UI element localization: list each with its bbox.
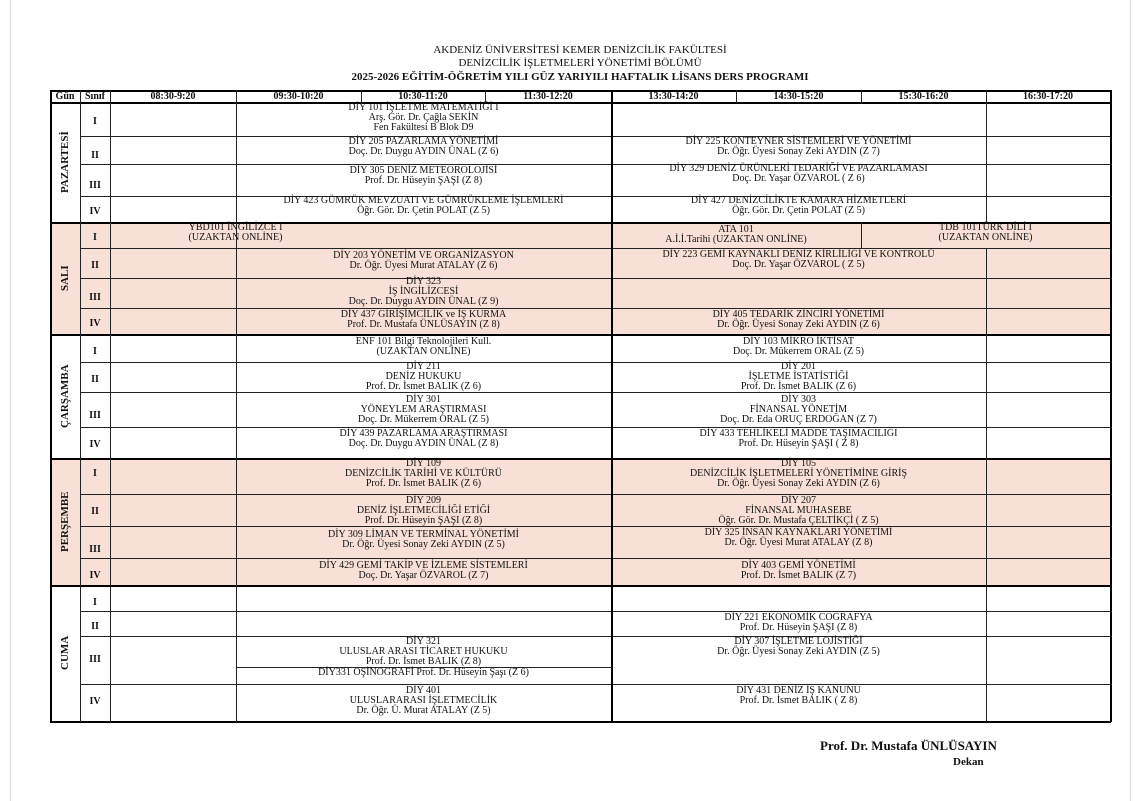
course-diy201: DİY 201 İŞLETME İSTATİSTİĞİ Prof. Dr. İsmet BALIK (Z 6) [740, 361, 857, 392]
class-label-5-2: II [91, 621, 99, 632]
course-diy101: DİY 101 İŞLETME MATEMATİĞİ I Arş. Gör. Dr. Çağla SEKİN Fen Fakültesi B Blok D9 [348, 102, 499, 133]
class-label-2-2: II [91, 260, 99, 271]
university-title: AKDENİZ ÜNİVERSİTESİ KEMER DENİZCİLİK FAKÜLTESİ [433, 44, 727, 56]
class-label-3-4: IV [89, 439, 101, 450]
class-label-4-3: III [89, 544, 101, 555]
program-title: 2025-2026 EĞİTİM-ÖĞRETİM YILI GÜZ YARIYILI HAFTALIK LİSANS DERS PROGRAMI [351, 71, 809, 83]
table-bottom-line [50, 721, 1111, 723]
class-label-5-4: IV [89, 696, 101, 707]
day-label-2: SALI [59, 265, 71, 291]
course-diy321: DİY 321 ULUSLAR ARASI TİCARET HUKUKU Prof. Dr. İsmet BALIK (Z 8) [339, 636, 508, 667]
day-label-1: PAZARTESİ [59, 131, 71, 193]
course-diy439: DİY 439 PAZARLAMA ARAŞTIRMASI Doç. Dr. Duygu AYDIN ÜNAL (Z 8) [339, 428, 508, 449]
class-label-3-2: II [91, 374, 99, 385]
row-line-9 [80, 494, 1111, 495]
course-diy307: DİY 307 İŞLETME LOJİSTİĞİ Dr. Öğr. Üyesi Sonay Zeki AYDIN (Z 5) [717, 636, 880, 657]
slot-start-line [110, 90, 111, 722]
sali-col-7a [986, 248, 987, 335]
course-diy437: DİY 437 GİRİŞİMCİLİK ve İŞ KURMA Prof. Dr. Mustafa ÜNLÜSAYIN (Z 8) [340, 309, 507, 330]
course-diy103: DİY 103 MİKRO İKTİSAT Doç. Dr. Mükerrem ORAL (Z 5) [733, 336, 864, 357]
class-label-3-3: III [89, 410, 101, 421]
course-diy423: DİY 423 GÜMRÜK MEVZUATI VE GÜMRÜKLEME İŞLEMLERİ Öğr. Gör. Dr. Çetin POLAT (Z 5) [283, 195, 564, 216]
header-gun: Gün [55, 91, 75, 102]
car-col-7 [986, 334, 987, 459]
course-diy405: DİY 405 TEDARİK ZİNCİRİ YÖNETİMİ Dr. Öğr. Üyesi Sonay Zeki AYDIN (Z 6) [712, 309, 885, 330]
row-line-5 [80, 308, 1111, 309]
table-right-line [1110, 90, 1112, 722]
course-diy429: DİY 429 GEMİ TAKİP VE İZLEME SİSTEMLERİ Doç. Dr. Yaşar ÖZVAROL (Z 7) [319, 560, 528, 581]
header-slot-6: 14:30-15:20 [773, 91, 824, 102]
class-label-5-3: III [89, 654, 101, 665]
header-slot-3: 10:30-11:20 [398, 91, 448, 102]
course-diy427: DİY 427 DENİZCİLİKTE KAMARA HİZMETLERİ Öğr. Gör. Dr. Çetin POLAT (Z 5) [690, 195, 907, 216]
class-label-1-1: I [93, 116, 97, 127]
class-label-1-2: II [91, 150, 99, 161]
class-label-2-1: I [93, 232, 97, 243]
course-diy331: DİY331 OŞİNOGRAFİ Prof. Dr. Hüseyin Şaşı (Z 6) [318, 667, 529, 678]
header-sinif: Sınıf [84, 91, 105, 102]
day-label-3: ÇARŞAMBA [59, 364, 71, 428]
course-diy305: DİY 305 DENİZ METEOROLOJİSİ Prof. Dr. Hüseyin ŞAŞI (Z 8) [349, 165, 498, 186]
course-diy325: DİY 325 İNSAN KAYNAKLARI YÖNETİMİ Dr. Öğr. Üyesi Murat ATALAY (Z 8) [704, 527, 893, 548]
header-slot-1: 08:30-9:20 [150, 91, 196, 102]
header-slot-5: 13:30-14:20 [648, 91, 699, 102]
table-left-line [50, 90, 52, 722]
course-diy403: DİY 403 GEMİ YÖNETİMİ Prof. Dr. İsmet BALIK (Z 7) [740, 560, 857, 581]
course-ata101: ATA 101 A.İ.İ.Tarihi (UZAKTAN ONLİNE) [665, 224, 807, 245]
course-enf101: ENF 101 Bilgi Teknolojileri Kull. (UZAKTAN ONLİNE) [355, 336, 492, 357]
class-label-1-3: III [89, 180, 101, 191]
course-diy207: DİY 207 FİNANSAL MUHASEBE Öğr. Gör. Dr. Mustafa ÇELTİKÇİ ( Z 5) [718, 495, 879, 526]
row-line-14 [80, 684, 1111, 685]
course-diy323: DİY 323 İŞ İNGİLİZCESİ Doç. Dr. Duygu AYDIN ÜNAL (Z 9) [348, 276, 499, 307]
course-diy401: DİY 401 ULUSLARARASI İŞLETMECİLİK Dr. Öğr. Ü. Murat ATALAY (Z 5) [349, 685, 498, 716]
course-diy209: DİY 209 DENİZ İŞLETMECİLİĞİ ETİĞİ Prof. Dr. Hüseyin ŞAŞI (Z 8) [356, 495, 491, 526]
department-title: DENİZCİLİK İŞLETMELERİ YÖNETİMİ BÖLÜMÜ [458, 57, 702, 69]
class-label-2-4: IV [89, 318, 101, 329]
header-slot-7: 15:30-16:20 [898, 91, 949, 102]
class-label-4-1: I [93, 468, 97, 479]
course-diy105: DİY 105 DENİZCİLİK İŞLETMELERİ YÖNETİMİNE GİRİŞ Dr. Öğr. Üyesi Sonay Zeki AYDIN (Z 6) [689, 458, 908, 489]
class-label-1-4: IV [89, 206, 101, 217]
course-diy303: DİY 303 FİNANSAL YÖNETİM Doç. Dr. Eda ORUÇ ERDOĞAN (Z 7) [720, 394, 877, 425]
course-tdb101: TDB 101TÜRK DİLİ I (UZAKTAN ONLİNE) [938, 222, 1033, 243]
signature-title: Dekan [953, 756, 984, 768]
class-label-2-3: III [89, 292, 101, 303]
row-line-12 [80, 611, 1111, 612]
course-diy211: DİY 211 DENİZ HUKUKU Prof. Dr. İsmet BALIK (Z 6) [365, 361, 482, 392]
course-diy433: DİY 433 TEHLİKELİ MADDE TAŞIMACILIĞI Prof. Dr. Hüseyin ŞAŞI ( Z 8) [699, 428, 898, 449]
class-label-5-1: I [93, 597, 97, 608]
course-ybd101: YBD101 İNGİLİZCE I (UZAKTAN ONLİNE) [188, 222, 283, 243]
class-label-3-1: I [93, 346, 97, 357]
course-diy223: DİY 223 GEMİ KAYNAKLI DENİZ KİRLİLİĞİ VE KONTROLÜ Doç. Dr. Yaşar ÖZVAROL ( Z 5) [662, 249, 935, 270]
row-line-7 [80, 392, 1111, 393]
per-col-7 [986, 458, 987, 586]
class-label-4-2: II [91, 506, 99, 517]
header-slot-2: 09:30-10:20 [273, 91, 324, 102]
cuma-col-7 [986, 585, 987, 722]
course-diy109: DİY 109 DENİZCİLİK TARİHİ VE KÜLTÜRÜ Prof. Dr. İsmet BALIK (Z 6) [344, 458, 503, 489]
signature-name: Prof. Dr. Mustafa ÜNLÜSAYIN [820, 738, 997, 753]
row-line-10 [80, 526, 1111, 527]
pzt-col-7 [986, 102, 987, 223]
header-slot-4: 11:30-12:20 [523, 91, 573, 102]
row-line-3 [80, 248, 1111, 249]
course-diy225: DİY 225 KONTEYNER SİSTEMLERİ VE YÖNETİMİ Dr. Öğr. Üyesi Sonay Zeki AYDIN (Z 7) [685, 136, 912, 157]
row-line-11 [80, 558, 1111, 559]
course-diy329: DİY 329 DENİZ ÜRÜNLERİ TEDARİĞİ VE PAZARLAMASI Doç. Dr. Yaşar ÖZVAROL ( Z 6) [669, 163, 928, 184]
header-slot-8: 16:30-17:20 [1023, 91, 1073, 102]
day-divider-1 [50, 334, 1111, 336]
course-diy431: DİY 431 DENİZ İŞ KANUNU Prof. Dr. İsmet BALIK ( Z 8) [736, 685, 861, 706]
course-diy203: DİY 203 YÖNETİM VE ORGANİZASYON Dr. Öğr. Üyesi Murat ATALAY (Z 6) [333, 250, 514, 271]
course-diy301: DİY 301 YÖNEYLEM ARAŞTIRMASI Doç. Dr. Mükerrem ORAL (Z 5) [358, 394, 489, 425]
course-diy205: DİY 205 PAZARLAMA YÖNETİMİ Doç. Dr. Duygu AYDIN ÜNAL (Z 6) [348, 136, 499, 157]
day-label-5: CUMA [59, 635, 71, 671]
row-line-8 [80, 427, 1111, 428]
class-label-4-4: IV [89, 570, 101, 581]
day-label-4: PERŞEMBE [59, 491, 71, 552]
course-diy221: DİY 221 EKONOMİK COĞRAFYA Prof. Dr. Hüseyin ŞAŞI (Z 8) [724, 612, 873, 633]
day-divider-3 [50, 585, 1111, 587]
course-diy309: DİY 309 LİMAN VE TERMİNAL YÖNETİMİ Dr. Öğr. Üyesi Sonay Zeki AYDIN (Z 5) [328, 529, 519, 550]
